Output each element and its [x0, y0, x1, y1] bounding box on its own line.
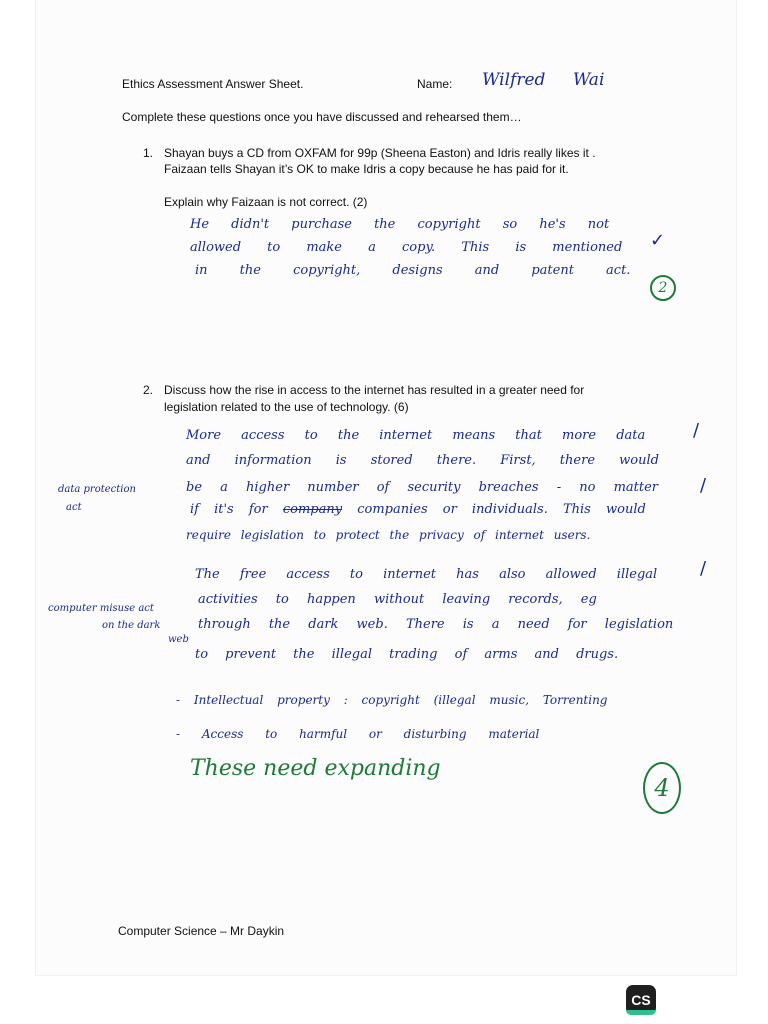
- q2-answer-line: be a higher number of security breaches - no matter: [186, 480, 659, 495]
- margin-note: web: [168, 634, 189, 645]
- q1-prompt: Explain why Faizaan is not correct. (2): [164, 195, 368, 209]
- sheet-title: Ethics Assessment Answer Sheet.: [122, 77, 304, 91]
- q2-line2: legislation related to the use of technology. (6): [164, 400, 409, 414]
- margin-note: act: [66, 502, 82, 513]
- q2-answer-line: through the dark web. There is a need for legislation: [198, 617, 674, 632]
- instruction-text: Complete these questions once you have discussed and rehearsed them…: [122, 110, 522, 124]
- q2-answer-line: require legislation to protect the privacy of internet users.: [186, 528, 591, 542]
- q1-score: 2: [658, 280, 668, 296]
- q2-answer-line: and information is stored there. First, there would: [186, 453, 659, 468]
- q1-answer-line: allowed to make a copy. This is mentioned: [190, 240, 623, 255]
- q1-number: 1.: [143, 146, 154, 160]
- tick-mark: /: [693, 420, 700, 441]
- q2-answer-line: if it's for company companies or individuals. This would: [190, 502, 646, 517]
- q2-score-circle: [643, 762, 681, 814]
- margin-note: on the dark: [102, 620, 161, 631]
- student-name: Wilfred Wai: [482, 70, 605, 90]
- q2-answer-line: to prevent the illegal trading of arms and drugs.: [195, 647, 619, 662]
- margin-note: computer misuse act: [48, 603, 154, 614]
- q2-answer-line: More access to the internet means that more data: [186, 428, 646, 443]
- q2-score: 4: [654, 774, 670, 802]
- q2-answer-line: activities to happen without leaving records, eg: [198, 592, 597, 607]
- q1-score-circle: [650, 275, 676, 301]
- q2-line1: Discuss how the rise in access to the internet has resulted in a greater need for: [164, 383, 585, 397]
- margin-note: data protection: [58, 484, 136, 495]
- q2-answer-line: The free access to internet has also allowed illegal: [195, 567, 658, 582]
- q1-answer-line: He didn't purchase the copyright so he's not: [190, 217, 610, 232]
- q1-line1: Shayan buys a CD from OXFAM for 99p (Sheena Easton) and Idris really likes it .: [164, 146, 596, 160]
- footer-text: Computer Science – Mr Daykin: [118, 924, 285, 938]
- teacher-comment: These need expanding: [190, 756, 441, 781]
- q1-answer-line: in the copyright, designs and patent act.: [195, 263, 631, 278]
- tick-mark: /: [700, 475, 707, 496]
- q2-answer-line: - Access to harmful or disturbing material: [176, 727, 540, 741]
- q2-answer-line: - Intellectual property : copyright (illegal music, Torrenting: [176, 693, 608, 707]
- logo-text: CS: [631, 992, 651, 1008]
- camscanner-logo-icon: [626, 985, 656, 1015]
- q2-number: 2.: [143, 383, 154, 397]
- name-label: Name:: [417, 77, 453, 91]
- struck-word: company: [282, 502, 343, 517]
- tick-mark: ✓: [650, 230, 666, 251]
- tick-mark: /: [700, 558, 707, 579]
- q1-line2: Faizaan tells Shayan it’s OK to make Idris a copy because he has paid for it.: [164, 162, 569, 176]
